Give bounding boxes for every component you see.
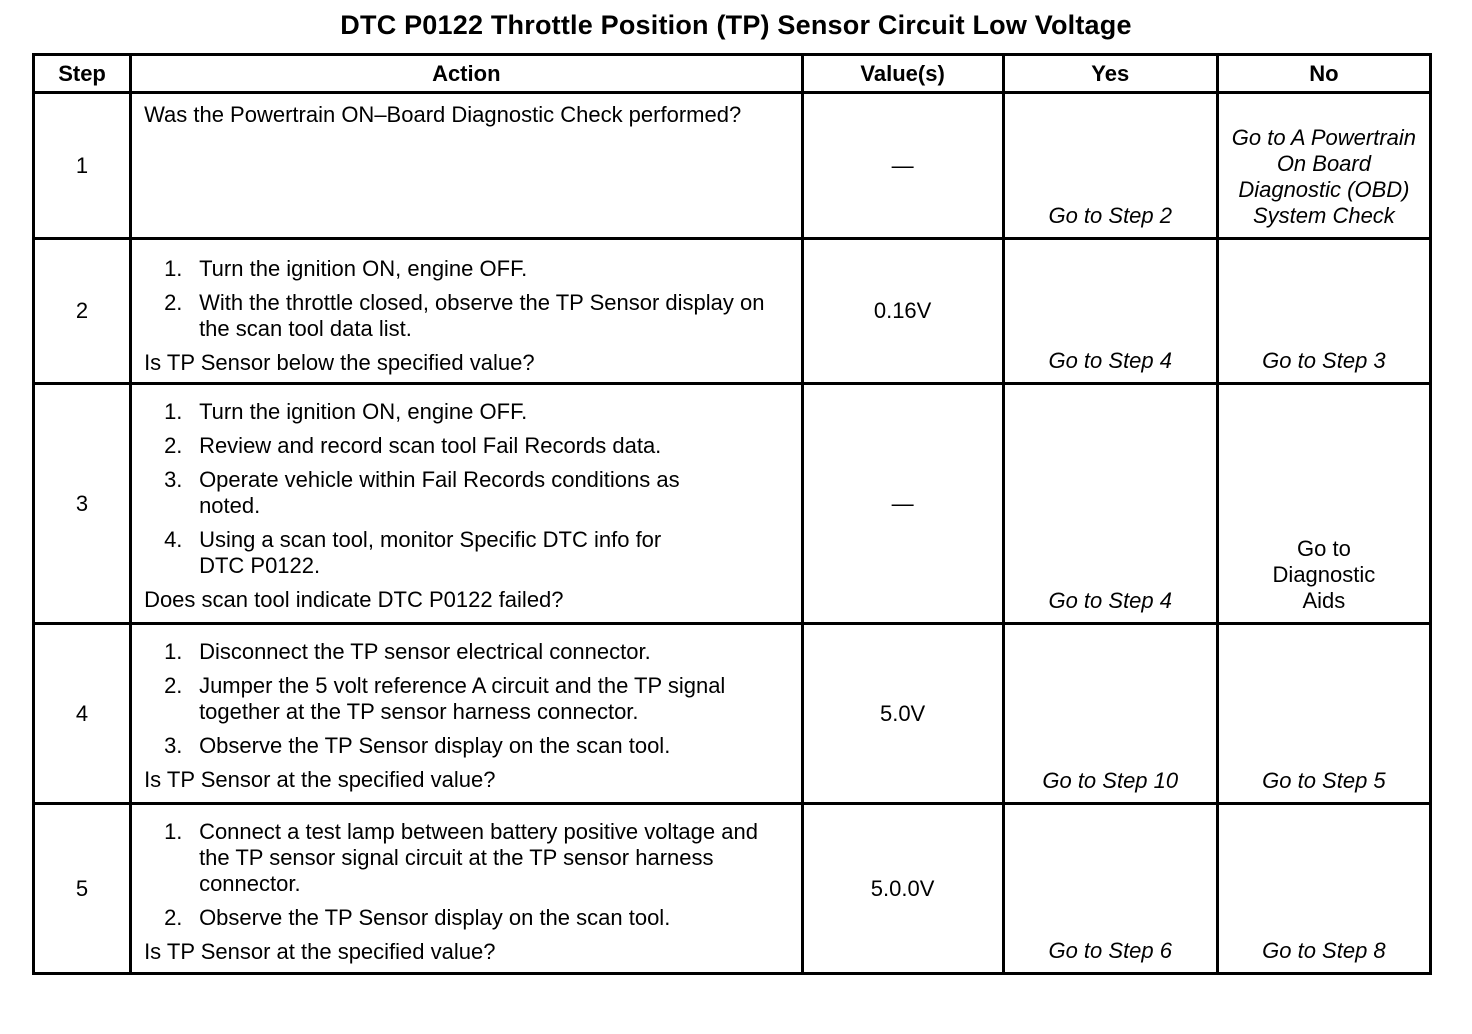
action-item: 2. Observe the TP Sensor display on the scan tool. bbox=[164, 905, 671, 930]
header-values: Value(s) bbox=[802, 55, 1003, 93]
value-cell: — bbox=[802, 93, 1003, 239]
action-item: 2. Jumper the 5 volt reference A circuit and the TP signal together at the TP sensor harness connector. bbox=[164, 673, 726, 724]
action-item: 1. Turn the ignition ON, engine OFF. bbox=[164, 399, 528, 424]
yes-cell: Go to Step 6 bbox=[1003, 804, 1217, 974]
no-cell: Go to Step 5 bbox=[1217, 624, 1430, 804]
header-yes: Yes bbox=[1003, 55, 1217, 93]
action-question: Is TP Sensor at the specified value? bbox=[144, 939, 496, 964]
header-row bbox=[34, 55, 1431, 93]
no-prefix: Go to bbox=[1231, 125, 1291, 150]
action-question: Does scan tool indicate DTC P0122 failed? bbox=[144, 587, 564, 612]
action-cell bbox=[131, 93, 802, 239]
no-cell bbox=[1217, 93, 1430, 239]
yes-cell: Go to Step 4 bbox=[1003, 384, 1217, 624]
table-row bbox=[34, 804, 1431, 974]
action-cell bbox=[131, 384, 802, 624]
value-cell: 0.16V bbox=[802, 239, 1003, 384]
no-cell: Go to Diagnostic Aids bbox=[1217, 384, 1430, 624]
yes-cell: Go to Step 4 bbox=[1003, 239, 1217, 384]
action-question: Is TP Sensor below the specified value? bbox=[144, 350, 535, 375]
page-title: DTC P0122 Throttle Position (TP) Sensor Circuit Low Voltage bbox=[340, 10, 1132, 40]
yes-cell: Go to Step 10 bbox=[1003, 624, 1217, 804]
table-row bbox=[34, 93, 1431, 239]
step-number: 4 bbox=[34, 624, 131, 804]
table-row bbox=[34, 624, 1431, 804]
header-step: Step bbox=[34, 55, 131, 93]
action-cell bbox=[131, 239, 802, 384]
value-cell: 5.0.0V bbox=[802, 804, 1003, 974]
step-number: 5 bbox=[34, 804, 131, 974]
action-cell bbox=[131, 804, 802, 974]
no-cell: Go to Step 8 bbox=[1217, 804, 1430, 974]
action-item: 4. Using a scan tool, monitor Specific DTC info for DTC P0122. bbox=[164, 527, 662, 578]
value-cell: 5.0V bbox=[802, 624, 1003, 804]
action-item: 1. Turn the ignition ON, engine OFF. bbox=[164, 256, 528, 281]
diagnostic-table bbox=[32, 53, 1432, 975]
table-row bbox=[34, 384, 1431, 624]
value-cell: — bbox=[802, 384, 1003, 624]
header-action: Action bbox=[131, 55, 802, 93]
action-item: 3. Operate vehicle within Fail Records conditions as noted. bbox=[164, 467, 680, 518]
step-number: 3 bbox=[34, 384, 131, 624]
step-number: 1 bbox=[34, 93, 131, 239]
yes-cell: Go to Step 2 bbox=[1003, 93, 1217, 239]
action-intro: Was the Powertrain ON–Board Diagnostic Check performed? bbox=[144, 102, 742, 127]
action-item: 3. Observe the TP Sensor display on the scan tool. bbox=[164, 733, 671, 758]
header-no: No bbox=[1217, 55, 1430, 93]
action-item: 1. Connect a test lamp between battery positive voltage and the TP sensor signal circuit at the TP sensor harness connector. bbox=[164, 819, 758, 896]
action-item: 2. With the throttle closed, observe the TP Sensor display on the scan tool data list. bbox=[164, 290, 765, 341]
step-number: 2 bbox=[34, 239, 131, 384]
table-row bbox=[34, 239, 1431, 384]
action-item: 2. Review and record scan tool Fail Records data. bbox=[164, 433, 662, 458]
no-italic-link: A Powertrain On Board Diagnostic (OBD) System Check bbox=[1238, 125, 1417, 228]
action-cell bbox=[131, 624, 802, 804]
action-item: 1. Disconnect the TP sensor electrical connector. bbox=[164, 639, 651, 664]
action-question: Is TP Sensor at the specified value? bbox=[144, 767, 496, 792]
no-cell: Go to Step 3 bbox=[1217, 239, 1430, 384]
